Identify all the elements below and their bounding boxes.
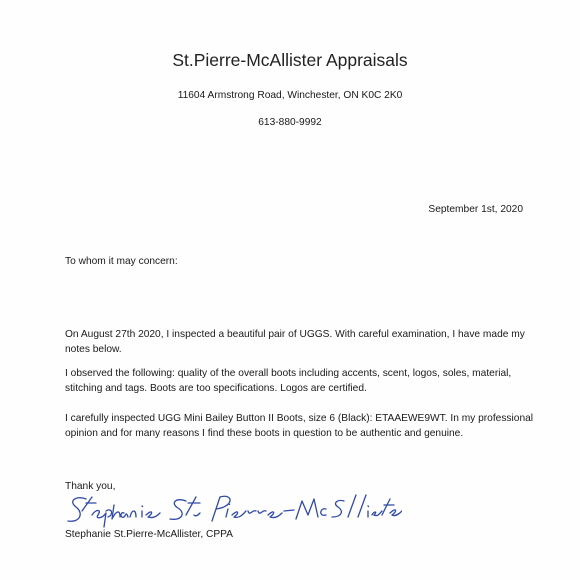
company-address: 11604 Armstrong Road, Winchester, ON K0C 2K0 (177, 90, 403, 101)
closing: Thank you, (65, 481, 116, 492)
paragraph-observations: I observed the following: quality of the overall boots including accents, scent, logos, soles, material, stitching and tags. Boots are too specifications. Logos are certified. (65, 368, 512, 394)
paragraph-inspection: On August 27th 2020, I inspected a beautiful pair of UGGS. With careful examination, I have made my notes below. (65, 329, 525, 355)
signer-name: Stephanie St.Pierre-McAllister, CPPA (65, 529, 233, 540)
letter-date: September 1st, 2020 (428, 204, 523, 215)
company-name: St.Pierre-McAllister Appraisals (172, 50, 408, 70)
handwritten-signature (62, 491, 402, 533)
salutation: To whom it may concern: (65, 256, 178, 267)
company-phone: 613-880-9992 (258, 117, 322, 128)
paragraph-conclusion: I carefully inspected UGG Mini Bailey Button II Boots, size 6 (Black): ETAAEWE9WT. In my professional opinion and for many reasons I find these boots in question to be authentic and genuine. (65, 413, 534, 439)
signature-drawing (62, 491, 402, 533)
